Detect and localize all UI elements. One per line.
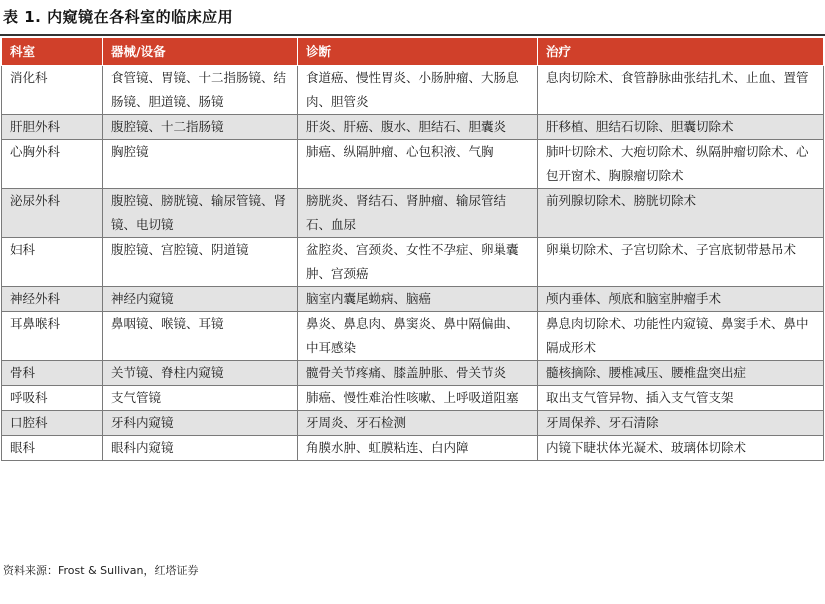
cell-treatment: 鼻息肉切除术、功能性内窥镜、鼻窦手术、鼻中隔成形术 (538, 312, 824, 361)
source-note: 资料来源：Frost & Sullivan，红塔证券 (3, 564, 199, 577)
cell-diagnosis: 髋骨关节疼痛、膝盖肿胀、骨关节炎 (298, 361, 538, 386)
cell-device: 食管镜、胃镜、十二指肠镜、结肠镜、胆道镜、肠镜 (103, 66, 298, 115)
cell-treatment: 肝移植、胆结石切除、胆囊切除术 (538, 115, 824, 140)
cell-device: 关节镜、脊柱内窥镜 (103, 361, 298, 386)
cell-diagnosis: 肝炎、肝癌、腹水、胆结石、胆囊炎 (298, 115, 538, 140)
table-title: 表 1. 内窥镜在各科室的临床应用 (3, 8, 234, 26)
table-row (2, 361, 824, 386)
cell-department: 泌尿外科 (2, 189, 103, 238)
cell-department: 神经外科 (2, 287, 103, 312)
header-department: 科室 (2, 38, 103, 66)
title-divider (0, 34, 825, 36)
header-device: 器械/设备 (103, 38, 298, 66)
cell-treatment: 髓核摘除、腰椎减压、腰椎盘突出症 (538, 361, 824, 386)
table-row (2, 436, 824, 461)
cell-treatment: 卵巢切除术、子宫切除术、子宫底韧带悬吊术 (538, 238, 824, 287)
table-row (2, 287, 824, 312)
cell-device: 神经内窥镜 (103, 287, 298, 312)
cell-diagnosis: 肺癌、慢性难治性咳嗽、上呼吸道阻塞 (298, 386, 538, 411)
endoscope-application-table (1, 37, 824, 461)
cell-department: 肝胆外科 (2, 115, 103, 140)
cell-department: 骨科 (2, 361, 103, 386)
cell-diagnosis: 膀胱炎、肾结石、肾肿瘤、输尿管结石、血尿 (298, 189, 538, 238)
cell-device: 支气管镜 (103, 386, 298, 411)
table-row (2, 238, 824, 287)
cell-treatment: 前列腺切除术、膀胱切除术 (538, 189, 824, 238)
cell-device: 胸腔镜 (103, 140, 298, 189)
cell-treatment: 息肉切除术、食管静脉曲张结扎术、止血、置管 (538, 66, 824, 115)
cell-diagnosis: 鼻炎、鼻息肉、鼻窦炎、鼻中隔偏曲、中耳感染 (298, 312, 538, 361)
cell-device: 腹腔镜、宫腔镜、阴道镜 (103, 238, 298, 287)
cell-treatment: 取出支气管异物、插入支气管支架 (538, 386, 824, 411)
cell-diagnosis: 盆腔炎、宫颈炎、女性不孕症、卵巢囊肿、宫颈癌 (298, 238, 538, 287)
cell-department: 耳鼻喉科 (2, 312, 103, 361)
cell-department: 妇科 (2, 238, 103, 287)
table-row (2, 115, 824, 140)
cell-treatment: 牙周保养、牙石清除 (538, 411, 824, 436)
cell-device: 腹腔镜、十二指肠镜 (103, 115, 298, 140)
cell-diagnosis: 肺癌、纵隔肿瘤、心包积液、气胸 (298, 140, 538, 189)
table-row (2, 312, 824, 361)
table-row (2, 66, 824, 115)
cell-department: 消化科 (2, 66, 103, 115)
cell-device: 牙科内窥镜 (103, 411, 298, 436)
cell-department: 口腔科 (2, 411, 103, 436)
header-treatment: 治疗 (538, 38, 824, 66)
cell-department: 眼科 (2, 436, 103, 461)
cell-device: 鼻咽镜、喉镜、耳镜 (103, 312, 298, 361)
table-header-row (2, 38, 824, 66)
cell-diagnosis: 角膜水肿、虹膜粘连、白内障 (298, 436, 538, 461)
table-row (2, 386, 824, 411)
table-row (2, 411, 824, 436)
cell-diagnosis: 食道癌、慢性胃炎、小肠肿瘤、大肠息肉、胆管炎 (298, 66, 538, 115)
cell-treatment: 颅内垂体、颅底和脑室肿瘤手术 (538, 287, 824, 312)
cell-device: 腹腔镜、膀胱镜、输尿管镜、肾镜、电切镜 (103, 189, 298, 238)
cell-device: 眼科内窥镜 (103, 436, 298, 461)
table-row (2, 189, 824, 238)
cell-treatment: 内镜下睫状体光凝术、玻璃体切除术 (538, 436, 824, 461)
cell-diagnosis: 牙周炎、牙石检测 (298, 411, 538, 436)
cell-department: 心胸外科 (2, 140, 103, 189)
cell-department: 呼吸科 (2, 386, 103, 411)
table-row (2, 140, 824, 189)
cell-diagnosis: 脑室内囊尾蚴病、脑癌 (298, 287, 538, 312)
cell-treatment: 肺叶切除术、大疱切除术、纵隔肿瘤切除术、心包开窗术、胸腺瘤切除术 (538, 140, 824, 189)
header-diagnosis: 诊断 (298, 38, 538, 66)
